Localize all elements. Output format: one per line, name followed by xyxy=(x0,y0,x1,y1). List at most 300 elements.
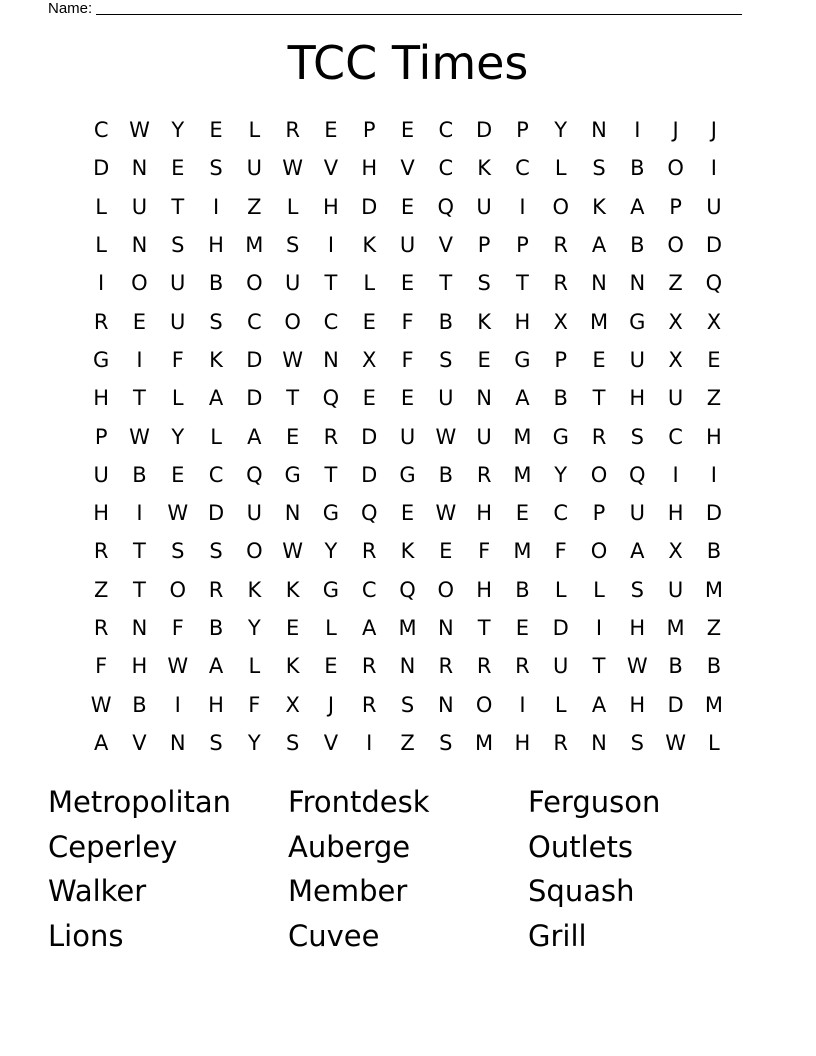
grid-letter: E xyxy=(132,309,147,334)
grid-letter: Q xyxy=(437,194,455,219)
grid-letter: Y xyxy=(171,424,185,449)
grid-letter: D xyxy=(476,118,493,143)
grid-letter: Q xyxy=(360,501,378,526)
grid-letter: Y xyxy=(324,539,338,564)
grid-letter: E xyxy=(400,271,415,296)
grid-letter: I xyxy=(174,692,181,717)
grid-letter: S xyxy=(209,309,223,334)
grid-letter: V xyxy=(132,730,147,755)
grid-letter: H xyxy=(131,654,148,679)
grid-letter: E xyxy=(285,424,300,449)
grid-letter: H xyxy=(93,501,110,526)
grid-letter: P xyxy=(516,118,529,143)
grid-letter: T xyxy=(439,271,453,296)
grid-letter: W xyxy=(665,730,686,755)
grid-letter: T xyxy=(133,577,146,602)
grid-letter: S xyxy=(285,730,300,755)
grid-letter: D xyxy=(705,501,722,526)
grid-letter: K xyxy=(477,156,491,181)
grid-letter: M xyxy=(589,309,609,334)
grid-letter: P xyxy=(94,424,108,449)
grid-letter: I xyxy=(672,462,679,487)
grid-letter: Y xyxy=(554,462,568,487)
grid-letter: U xyxy=(667,386,684,411)
grid-letter: I xyxy=(98,271,105,296)
grid-letter: K xyxy=(592,194,606,219)
grid-letter: A xyxy=(630,539,645,564)
grid-letter: W xyxy=(435,501,457,526)
word-list-item: Lions xyxy=(48,919,124,954)
grid-letter: J xyxy=(710,118,717,143)
grid-letter: B xyxy=(706,539,722,564)
grid-letter: U xyxy=(284,271,301,296)
grid-letter: N xyxy=(323,347,339,372)
grid-letter: U xyxy=(476,194,492,219)
grid-letter: D xyxy=(361,194,378,219)
grid-letter: G xyxy=(322,501,340,526)
grid-letter: D xyxy=(246,347,263,372)
grid-letter: I xyxy=(212,194,220,219)
grid-letter: S xyxy=(209,156,223,181)
grid-letter: R xyxy=(361,692,377,717)
grid-letter: Y xyxy=(554,118,568,143)
grid-letter: U xyxy=(170,309,186,334)
grid-letter: S xyxy=(630,577,644,602)
grid-letter: N xyxy=(399,654,416,679)
grid-letter: O xyxy=(437,577,455,602)
grid-letter: R xyxy=(438,654,454,679)
grid-letter: B xyxy=(208,616,224,640)
grid-letter: N xyxy=(629,271,646,296)
grid-letter: O xyxy=(284,309,301,334)
grid-letter: E xyxy=(285,616,300,640)
grid-letter: B xyxy=(208,271,224,296)
grid-letter: D xyxy=(246,386,263,411)
name-underline xyxy=(96,13,742,15)
grid-letter: A xyxy=(591,692,607,717)
grid-letter: E xyxy=(515,616,530,640)
grid-letter: H xyxy=(361,156,378,181)
grid-letter: U xyxy=(170,271,186,296)
grid-letter: U xyxy=(93,462,109,487)
grid-letter: T xyxy=(324,271,338,296)
word-list-item: Ceperley xyxy=(48,829,178,864)
grid-letter: O xyxy=(667,156,684,181)
grid-letter: B xyxy=(553,386,568,411)
grid-letter: K xyxy=(247,577,262,602)
grid-letter: A xyxy=(208,386,224,411)
grid-letter: U xyxy=(399,424,416,449)
grid-letter: B xyxy=(438,309,454,334)
grid-letter: Z xyxy=(400,730,415,755)
grid-letter: P xyxy=(669,194,682,219)
grid-letter: S xyxy=(630,730,644,755)
grid-letter: C xyxy=(668,424,683,449)
grid-letter: W xyxy=(90,692,112,717)
grid-letter: B xyxy=(515,577,530,602)
grid-letter: I xyxy=(136,347,143,372)
grid-letter: U xyxy=(706,194,722,219)
grid-letter: Z xyxy=(93,577,109,602)
grid-letter: H xyxy=(514,730,531,755)
grid-letter: A xyxy=(362,616,377,640)
grid-letter: P xyxy=(362,118,376,143)
grid-letter: Z xyxy=(247,194,262,219)
grid-letter: R xyxy=(93,309,109,334)
grid-letter: H xyxy=(208,233,224,258)
grid-letter: Q xyxy=(322,386,340,411)
grid-letter: U xyxy=(131,194,148,219)
grid-letter: E xyxy=(707,347,721,372)
grid-letter: N xyxy=(591,118,607,143)
grid-letter: C xyxy=(438,118,454,143)
grid-letter: B xyxy=(132,462,147,487)
grid-letter: Y xyxy=(247,616,261,640)
grid-letter: G xyxy=(629,309,646,334)
grid-letter: A xyxy=(591,233,607,258)
grid-letter: N xyxy=(437,692,454,717)
grid-letter: U xyxy=(476,424,492,449)
word-list-item: Cuvee xyxy=(288,919,380,954)
grid-letter: T xyxy=(286,386,300,411)
grid-letter: W xyxy=(435,424,457,449)
grid-letter: L xyxy=(248,118,261,143)
grid-letter: D xyxy=(361,424,378,449)
grid-letter: K xyxy=(362,233,377,258)
grid-letter: O xyxy=(590,539,608,564)
grid-letter: H xyxy=(93,386,110,411)
grid-letter: B xyxy=(132,692,147,717)
grid-letter: U xyxy=(553,654,569,679)
grid-letter: F xyxy=(401,347,414,372)
grid-letter: O xyxy=(169,577,186,602)
grid-letter: S xyxy=(477,271,491,296)
grid-letter: D xyxy=(552,616,569,640)
grid-letter: T xyxy=(133,386,146,411)
grid-letter: R xyxy=(93,616,109,640)
grid-letter: Z xyxy=(668,271,683,296)
grid-letter: X xyxy=(362,347,377,372)
grid-letter: K xyxy=(477,309,491,334)
grid-letter: L xyxy=(95,233,107,258)
grid-letter: B xyxy=(706,654,722,679)
grid-letter: F xyxy=(478,539,491,564)
grid-letter: I xyxy=(710,156,717,181)
grid-letter: R xyxy=(93,539,109,564)
grid-letter: P xyxy=(477,233,491,258)
word-list-item: Metropolitan xyxy=(48,785,232,819)
grid-letter: R xyxy=(361,654,377,679)
grid-letter: L xyxy=(363,271,376,296)
grid-letter: C xyxy=(553,501,569,526)
grid-letter: X xyxy=(553,309,568,334)
grid-letter: H xyxy=(476,577,493,602)
grid-letter: A xyxy=(208,654,224,679)
grid-letter: V xyxy=(400,156,415,181)
grid-letter: O xyxy=(131,271,148,296)
word-search-grid xyxy=(82,111,733,762)
grid-letter: O xyxy=(246,271,263,296)
grid-letter: E xyxy=(439,539,453,564)
grid-letter: E xyxy=(171,156,185,181)
grid-letter: P xyxy=(554,347,568,372)
grid-letter: R xyxy=(285,118,300,143)
grid-letter: R xyxy=(553,233,568,258)
grid-letter: C xyxy=(438,156,454,181)
grid-letter: S xyxy=(285,233,300,258)
grid-letter: D xyxy=(667,692,684,717)
grid-letter: E xyxy=(400,501,415,526)
word-list-item: Member xyxy=(288,874,408,909)
grid-letter: E xyxy=(592,347,606,372)
grid-letter: X xyxy=(668,539,683,564)
grid-letter: H xyxy=(208,692,224,717)
grid-letter: V xyxy=(438,233,453,258)
grid-letter: L xyxy=(708,730,720,755)
grid-letter: V xyxy=(323,156,339,181)
grid-letter: K xyxy=(209,347,223,372)
name-field xyxy=(48,0,742,17)
grid-letter: H xyxy=(323,194,339,219)
word-list xyxy=(48,780,768,959)
grid-letter: D xyxy=(361,462,378,487)
grid-letter: L xyxy=(286,194,299,219)
grid-letter: H xyxy=(629,692,646,717)
grid-letter: N xyxy=(131,156,148,181)
grid-letter: L xyxy=(210,424,222,449)
grid-letter: K xyxy=(285,654,300,679)
grid-letter: Q xyxy=(399,577,416,602)
grid-letter: T xyxy=(324,462,338,487)
grid-letter: H xyxy=(629,386,646,411)
grid-letter: J xyxy=(327,692,335,717)
grid-letter: U xyxy=(246,156,263,181)
grid-letter: C xyxy=(361,577,377,602)
grid-letter: N xyxy=(476,386,492,411)
grid-letter: E xyxy=(209,118,223,143)
grid-letter: R xyxy=(361,539,377,564)
name-label: Name: xyxy=(48,0,93,17)
grid-letter: M xyxy=(513,539,532,564)
grid-letter: H xyxy=(476,501,493,526)
grid-letter: G xyxy=(322,577,340,602)
grid-letter: U xyxy=(629,501,645,526)
grid-letter: X xyxy=(668,309,683,334)
grid-letter: O xyxy=(590,462,608,487)
grid-letter: N xyxy=(591,271,607,296)
grid-letter: C xyxy=(247,309,262,334)
grid-letter: M xyxy=(704,577,723,602)
grid-letter: I xyxy=(595,616,603,640)
grid-letter: Z xyxy=(706,386,722,411)
grid-letter: R xyxy=(476,654,492,679)
grid-letter: I xyxy=(519,194,526,219)
grid-letter: F xyxy=(248,692,261,717)
grid-letter: G xyxy=(552,424,569,449)
grid-letter: L xyxy=(554,692,567,717)
grid-letter: I xyxy=(136,501,143,526)
grid-letter: M xyxy=(245,233,264,258)
grid-letter: L xyxy=(593,577,605,602)
grid-letter: T xyxy=(133,539,146,564)
grid-letter: D xyxy=(207,501,225,526)
grid-letter: Y xyxy=(247,730,261,755)
grid-letter: S xyxy=(400,692,415,717)
word-list-item: Ferguson xyxy=(528,785,661,819)
grid-letter: O xyxy=(246,539,263,564)
grid-letter: T xyxy=(592,654,606,679)
grid-letter: E xyxy=(477,347,491,372)
grid-letter: E xyxy=(362,309,376,334)
grid-letter: O xyxy=(667,233,684,258)
grid-letter: E xyxy=(324,118,338,143)
grid-letter: B xyxy=(630,233,645,258)
word-list-item: Walker xyxy=(48,874,147,909)
grid-letter: U xyxy=(246,501,263,526)
grid-letter: E xyxy=(400,386,415,411)
grid-letter: H xyxy=(514,309,531,334)
grid-letter: S xyxy=(171,539,185,564)
grid-letter: A xyxy=(630,194,645,219)
grid-letter: W xyxy=(626,654,648,679)
grid-letter: D xyxy=(93,156,110,181)
grid-letter: E xyxy=(515,501,530,526)
grid-letter: U xyxy=(399,233,416,258)
grid-letter: I xyxy=(710,462,717,487)
grid-letter: H xyxy=(706,424,722,449)
grid-letter: I xyxy=(634,118,641,143)
grid-letter: S xyxy=(630,424,644,449)
grid-letter: W xyxy=(167,501,189,526)
grid-letter: E xyxy=(400,194,415,219)
word-list-item: Grill xyxy=(528,919,587,954)
grid-letter: N xyxy=(169,730,186,755)
grid-letter: M xyxy=(513,424,532,449)
grid-letter: P xyxy=(592,501,606,526)
grid-letter: W xyxy=(129,118,150,143)
grid-letter: K xyxy=(285,577,300,602)
grid-letter: E xyxy=(362,386,376,411)
grid-letter: N xyxy=(284,501,301,526)
grid-letter: L xyxy=(171,386,184,411)
grid-letter: B xyxy=(438,462,454,487)
grid-letter: H xyxy=(629,616,646,640)
grid-letter: F xyxy=(401,309,414,334)
grid-letter: R xyxy=(515,654,530,679)
grid-letter: I xyxy=(327,233,335,258)
grid-letter: M xyxy=(475,730,494,755)
grid-letter: U xyxy=(667,577,684,602)
grid-letter: D xyxy=(705,233,722,258)
grid-letter: C xyxy=(323,309,339,334)
grid-letter: T xyxy=(592,386,606,411)
grid-letter: A xyxy=(247,424,262,449)
grid-letter: A xyxy=(93,730,109,755)
grid-letter: L xyxy=(95,194,107,219)
grid-letter: W xyxy=(282,347,304,372)
grid-letter: A xyxy=(515,386,530,411)
grid-letter: R xyxy=(553,271,568,296)
grid-letter: E xyxy=(400,118,415,143)
grid-letter: C xyxy=(93,118,109,143)
grid-letter: V xyxy=(323,730,339,755)
grid-letter: R xyxy=(591,424,607,449)
grid-letter: L xyxy=(554,156,567,181)
grid-letter: N xyxy=(437,616,454,640)
grid-letter: L xyxy=(554,577,567,602)
word-list-item: Frontdesk xyxy=(288,785,430,819)
grid-letter: R xyxy=(323,424,339,449)
grid-letter: B xyxy=(630,156,645,181)
grid-letter: X xyxy=(706,309,722,334)
page-title: TCC Times xyxy=(287,36,529,90)
grid-letter: L xyxy=(248,654,261,679)
grid-letter: U xyxy=(629,347,645,372)
grid-letter: P xyxy=(516,233,529,258)
grid-letter: C xyxy=(515,156,530,181)
grid-letter: F xyxy=(95,654,108,679)
grid-letter: S xyxy=(592,156,606,181)
grid-letter: M xyxy=(666,616,685,640)
grid-letter: N xyxy=(591,730,607,755)
grid-letter: L xyxy=(325,616,337,640)
grid-letter: G xyxy=(399,462,416,487)
grid-letter: Y xyxy=(171,118,185,143)
grid-letter: T xyxy=(516,271,529,296)
grid-letter: J xyxy=(672,118,679,143)
grid-letter: W xyxy=(282,539,304,564)
grid-letter: Q xyxy=(705,271,723,296)
grid-letter: B xyxy=(668,654,683,679)
grid-letter: S xyxy=(209,539,223,564)
grid-letter: K xyxy=(400,539,415,564)
grid-letter: G xyxy=(514,347,531,372)
grid-letter: S xyxy=(439,730,453,755)
grid-letter: R xyxy=(553,730,568,755)
grid-letter: F xyxy=(171,616,184,640)
grid-letter: G xyxy=(284,462,301,487)
grid-letter: F xyxy=(554,539,567,564)
grid-letter: T xyxy=(477,616,491,640)
grid-letter: M xyxy=(513,462,532,487)
grid-letter: F xyxy=(171,347,184,372)
grid-letter: Q xyxy=(629,462,646,487)
grid-letter: S xyxy=(439,347,453,372)
grid-letter: E xyxy=(324,654,338,679)
grid-letter: X xyxy=(285,692,300,717)
grid-letter: C xyxy=(208,462,224,487)
grid-letter: M xyxy=(704,692,723,717)
grid-letter: Q xyxy=(246,462,263,487)
grid-letter: X xyxy=(668,347,683,372)
grid-letter: N xyxy=(131,233,148,258)
grid-letter: I xyxy=(366,730,373,755)
grid-letter: I xyxy=(519,692,526,717)
grid-letter: U xyxy=(438,386,454,411)
grid-letter: M xyxy=(398,616,417,640)
word-list-item: Auberge xyxy=(288,829,411,864)
grid-letter: H xyxy=(667,501,684,526)
grid-letter: G xyxy=(93,347,110,372)
grid-letter: W xyxy=(129,424,150,449)
word-list-item: Outlets xyxy=(528,829,633,864)
grid-letter: O xyxy=(552,194,569,219)
grid-letter: W xyxy=(282,156,304,181)
grid-letter: N xyxy=(131,616,148,640)
grid-letter: W xyxy=(167,654,189,679)
grid-letter: S xyxy=(171,233,185,258)
grid-letter: Z xyxy=(706,616,722,640)
